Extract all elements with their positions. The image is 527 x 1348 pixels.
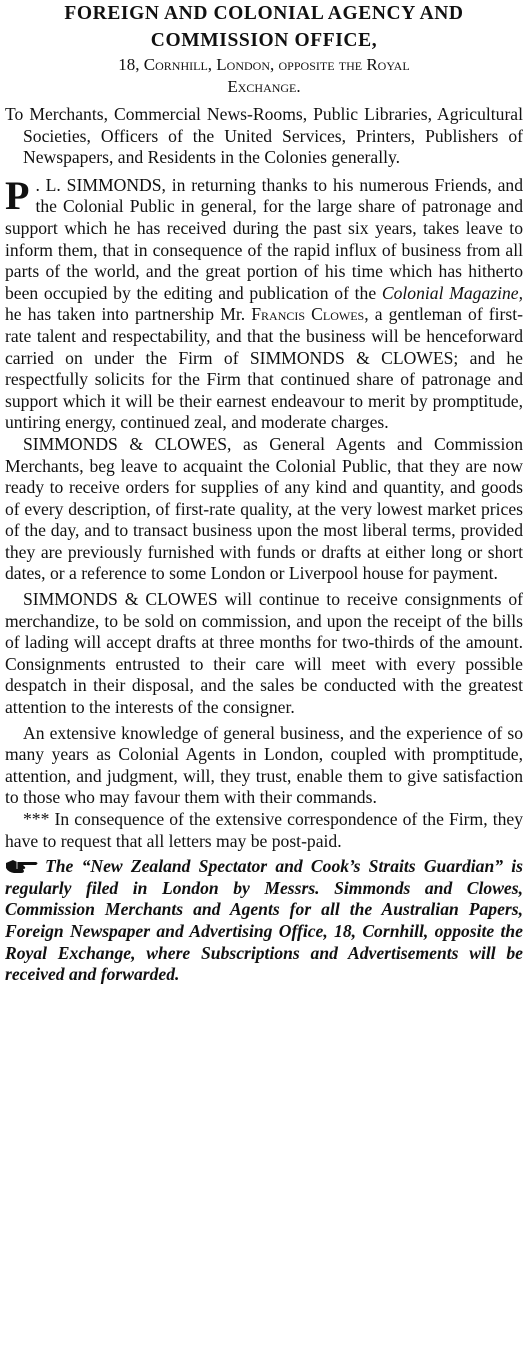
- drop-cap: P: [5, 172, 30, 218]
- notice-text: The “New Zealand Spectator and Cook’s Straits Guardian” is regularly filed in London by Messrs. Simmonds and Clowes, Commission Merchants and Agents for all the Australian Papers, Foreign Newspaper and Advertising Office, 18, Cornhill, opposite the Royal Exchange, where Subscriptions and Advertisements will be received and forwarded.: [5, 856, 523, 985]
- title-line-1: FOREIGN AND COLONIAL AGENCY AND: [64, 3, 464, 24]
- paragraph-3: SIMMONDS & CLOWES will continue to receive consignments of merchandize, to be sold on commission, and upon the receipt of the bills of lading will accept drafts at three months for two-thirds of the amount. Consignments entrusted to their care will meet with every possible despatch in their disposal, and the sales be conducted with the greatest attention to the interests of the consigner.: [5, 589, 523, 718]
- paragraph-1-part-b: he has taken into partnership Mr.: [5, 304, 252, 325]
- paragraph-1-part-a: . L. SIMMONDS, in returning thanks to his numerous Friends, and the Colonial Public in general, for the large share of patronage and support which he has received during the past six years, takes leave to inform them, that in consequence of the rapid influx of business from all parts of the world, and the great portion of his time which has hitherto been occupied by the editing and publication of the: [5, 174, 523, 303]
- intro-paragraph: To Merchants, Commercial News-Rooms, Public Libraries, Agricultural Societies, Officers of the United Services, Printers, Publishers of Newspapers, and Residents in the Colonies generally.: [5, 104, 523, 168]
- paragraph-2: SIMMONDS & CLOWES, as General Agents and Commission Merchants, beg leave to acquaint the Colonial Public, that they are now ready to receive orders for supplies of any kind and quantity, and goods of every description, of first-rate quality, at the very lowest market prices of the day, and to transact business upon the most liberal terms, provided they are previously furnished with funds or drafts at either long or short dates, or a reference to some London or Liverpool house for payment.: [5, 433, 523, 584]
- partner-name: Francis Clowes,: [251, 304, 369, 325]
- title-line-2: COMMISSION OFFICE,: [150, 30, 378, 51]
- paragraph-1-part-c: a gentleman of first-rate talent and respectability, and that the business will be henceforward carried on under the Firm of SIMMONDS & CLOWES; and he respectfully solicits for the Firm that continued share of patronage and support which it will be their earnest endeavour to merit by promptitude, untiring energy, continued zeal, and moderate charges.: [5, 304, 523, 433]
- pointing-hand-icon: [5, 858, 39, 874]
- address-line-1: 18, Cornhill, London, opposite the Royal: [118, 55, 410, 74]
- address-line-2: Exchange.: [227, 77, 301, 96]
- notice-paragraph: [5, 856, 523, 986]
- paragraph-5: *** In consequence of the extensive correspondence of the Firm, they have to request that all letters may be post-paid.: [5, 809, 523, 851]
- paragraph-4: An extensive knowledge of general business, and the experience of so many years as Colonial Agents in London, coupled with promptitude, attention, and judgment, will, they trust, enable them to give satisfaction to those who may favour them with their commands.: [5, 722, 523, 808]
- magazine-name: Colonial Magazine,: [381, 282, 523, 303]
- paragraph-1: [5, 172, 523, 434]
